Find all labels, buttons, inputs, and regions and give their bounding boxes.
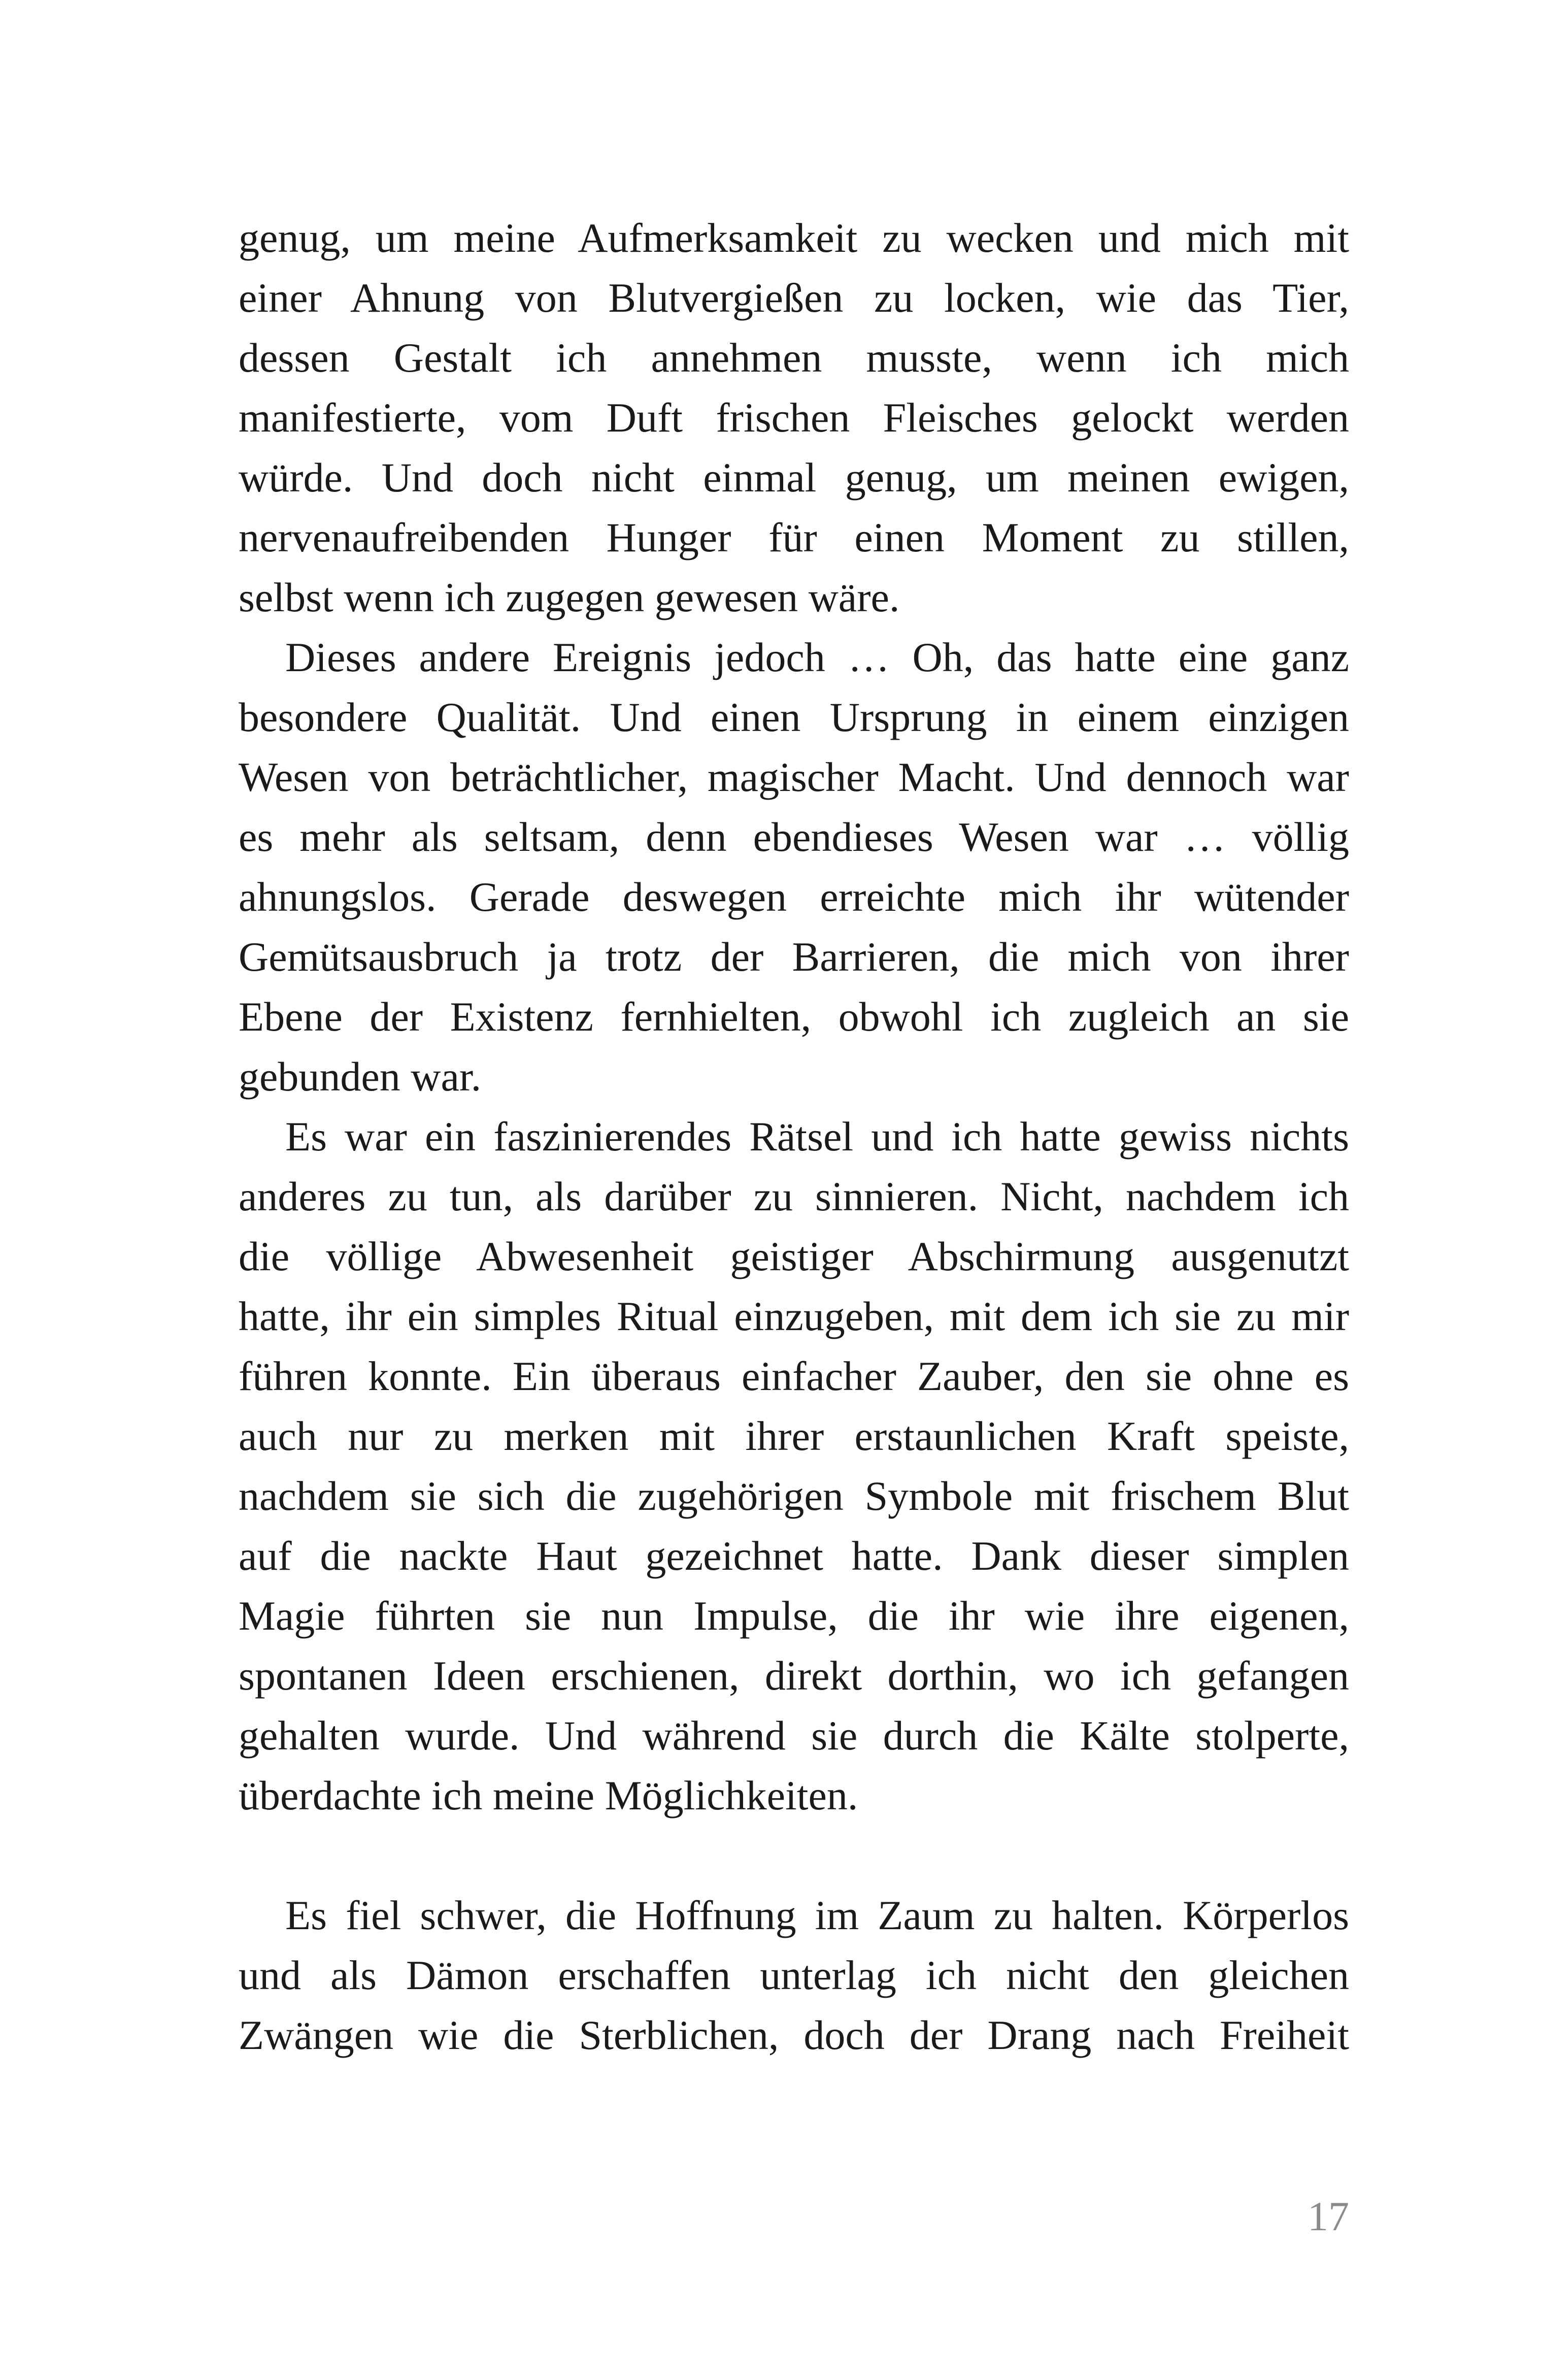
paragraph [239,208,1349,627]
text-line: Es fiel schwer, die Hoffnung im Zaum zu halten. Körperlos [285,1892,1349,1938]
text-line: auf die nackte Haut gezeichnet hatte. Dank dieser simplen [239,1533,1349,1579]
paragraph [239,1886,1349,2065]
text-line: auch nur zu merken mit ihrer erstaunlichen Kraft speiste, [239,1413,1349,1459]
text-line: führen konnte. Ein überaus einfacher Zauber, den sie ohne es [239,1353,1349,1399]
body-text [239,208,1349,2065]
text-line: Ebene der Existenz fernhielten, obwohl ich zugleich an sie [239,994,1349,1040]
text-line: Gemütsausbruch ja trotz der Barrieren, die mich von ihrer [239,934,1349,980]
text-line: spontanen Ideen erschienen, direkt dorthin, wo ich gefangen [239,1652,1349,1699]
text-line: überdachte ich meine Möglichkeiten. [239,1772,858,1819]
text-line: Magie führten sie nun Impulse, die ihr wie ihre eigenen, [239,1593,1349,1639]
text-line: es mehr als seltsam, denn ebendieses Wesen war … völlig [239,814,1349,860]
text-line: genug, um meine Aufmerksamkeit zu wecken und mich mit [239,215,1349,261]
text-line: manifestierte, vom Duft frischen Fleisches gelockt werden [239,394,1349,441]
text-line: Wesen von beträchtlicher, magischer Macht. Und dennoch war [239,754,1349,800]
text-line: anderes zu tun, als darüber zu sinnieren. Nicht, nachdem ich [239,1173,1349,1219]
text-line: hatte, ihr ein simples Ritual einzugeben, mit dem ich sie zu mir [239,1293,1349,1339]
section-break [239,1826,1349,1886]
text-line: einer Ahnung von Blutvergießen zu locken, wie das Tier, [239,275,1349,321]
text-line: und als Dämon erschaffen unterlag ich nicht den gleichen [239,1952,1349,1998]
text-line: besondere Qualität. Und einen Ursprung in einem einzigen [239,694,1349,740]
text-line: dessen Gestalt ich annehmen musste, wenn ich mich [239,335,1349,381]
text-line: gebunden war. [239,1053,482,1100]
text-line: nervenaufreibenden Hunger für einen Moment zu stillen, [239,514,1349,560]
paragraph [239,627,1349,1107]
page-number: 17 [1308,2193,1349,2239]
text-line: ahnungslos. Gerade deswegen erreichte mich ihr wütender [239,874,1349,920]
text-line: Es war ein faszinierendes Rätsel und ich hatte gewiss nichts [285,1113,1349,1160]
text-line: gehalten wurde. Und während sie durch die Kälte stolperte, [239,1712,1349,1759]
text-line: nachdem sie sich die zugehörigen Symbole mit frischem Blut [239,1473,1349,1519]
text-line: die völlige Abwesenheit geistiger Abschirmung ausgenutzt [239,1233,1349,1279]
text-line: Dieses andere Ereignis jedoch … Oh, das hatte eine ganz [285,634,1349,680]
text-line: würde. Und doch nicht einmal genug, um meinen ewigen, [239,454,1349,501]
paragraph [239,1107,1349,1826]
text-line: Zwängen wie die Sterblichen, doch der Drang nach Freiheit [239,2012,1349,2058]
text-line: selbst wenn ich zugegen gewesen wäre. [239,574,900,620]
